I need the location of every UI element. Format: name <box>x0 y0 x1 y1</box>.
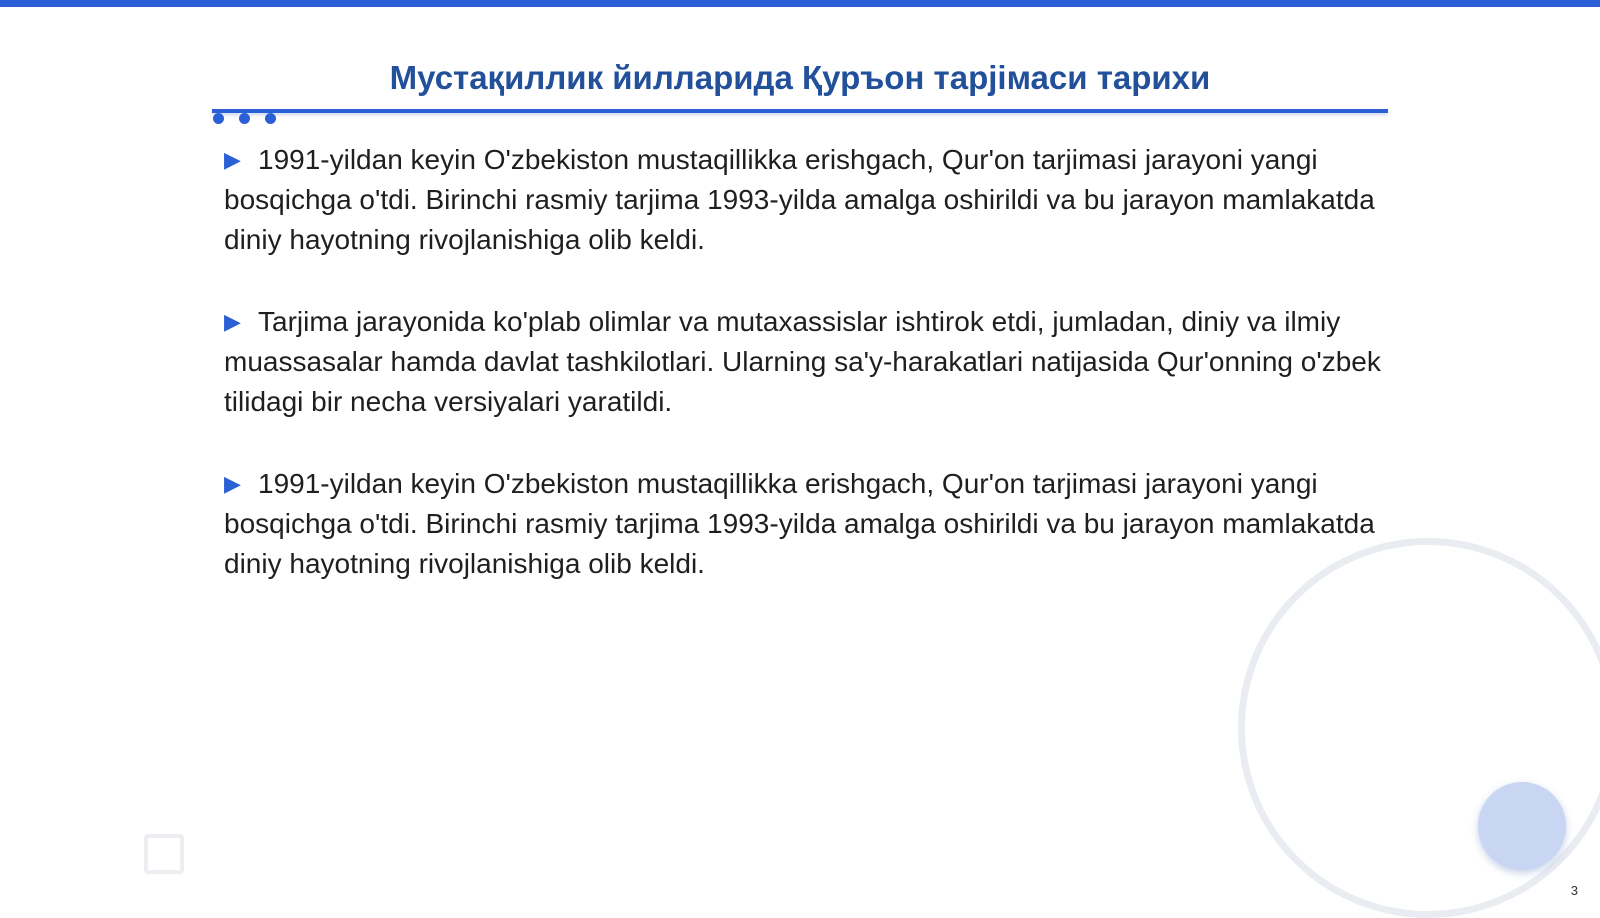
slide-title: Мустақиллик йилларида Қуръон тарjiмаси тарихи <box>389 59 1211 96</box>
page-number: 3 <box>1570 883 1578 898</box>
play-triangle-icon: ▶ <box>224 309 241 334</box>
bullet-paragraph-1 <box>224 140 1394 260</box>
play-triangle-icon: ▶ <box>224 471 241 496</box>
play-triangle-icon: ▶ <box>224 147 241 172</box>
title-dot <box>213 113 224 124</box>
decorative-square <box>144 834 184 874</box>
top-accent-bar <box>0 0 1600 7</box>
bullet-text: 1991-yildan keyin O'zbekiston mustaqillikka erishgach, Qur'on tarjimasi jarayoni yangi bosqichga o'tdi. Birinchi rasmiy tarjima 1993-yilda amalga oshirildi va bu jarayon mamlakatda diniy hayotning rivojlanishiga olib keldi. <box>224 468 1375 579</box>
bullet-paragraph-2 <box>224 302 1394 422</box>
bullet-text: 1991-yildan keyin O'zbekiston mustaqillikka erishgach, Qur'on tarjimasi jarayoni yangi bosqichga o'tdi. Birinchi rasmiy tarjima 1993-yilda amalga oshirildi va bu jarayon mamlakatda diniy hayotning rivojlanishiga olib keldi. <box>224 144 1375 255</box>
decorative-circle <box>1478 782 1566 870</box>
title-underline <box>212 109 1388 113</box>
title-dot <box>265 113 276 124</box>
bullet-paragraph-3 <box>224 464 1394 584</box>
bullet-text: Tarjima jarayonida ko'plab olimlar va mutaxassislar ishtirok etdi, jumladan, diniy va ilmiy muassasalar hamda davlat tashkilotlari. Ularning sa'y-harakatlari natijasida Qur'onning o'zbek tilidagi bir necha versiyalari yaratildi. <box>224 306 1381 417</box>
title-dot <box>239 113 250 124</box>
